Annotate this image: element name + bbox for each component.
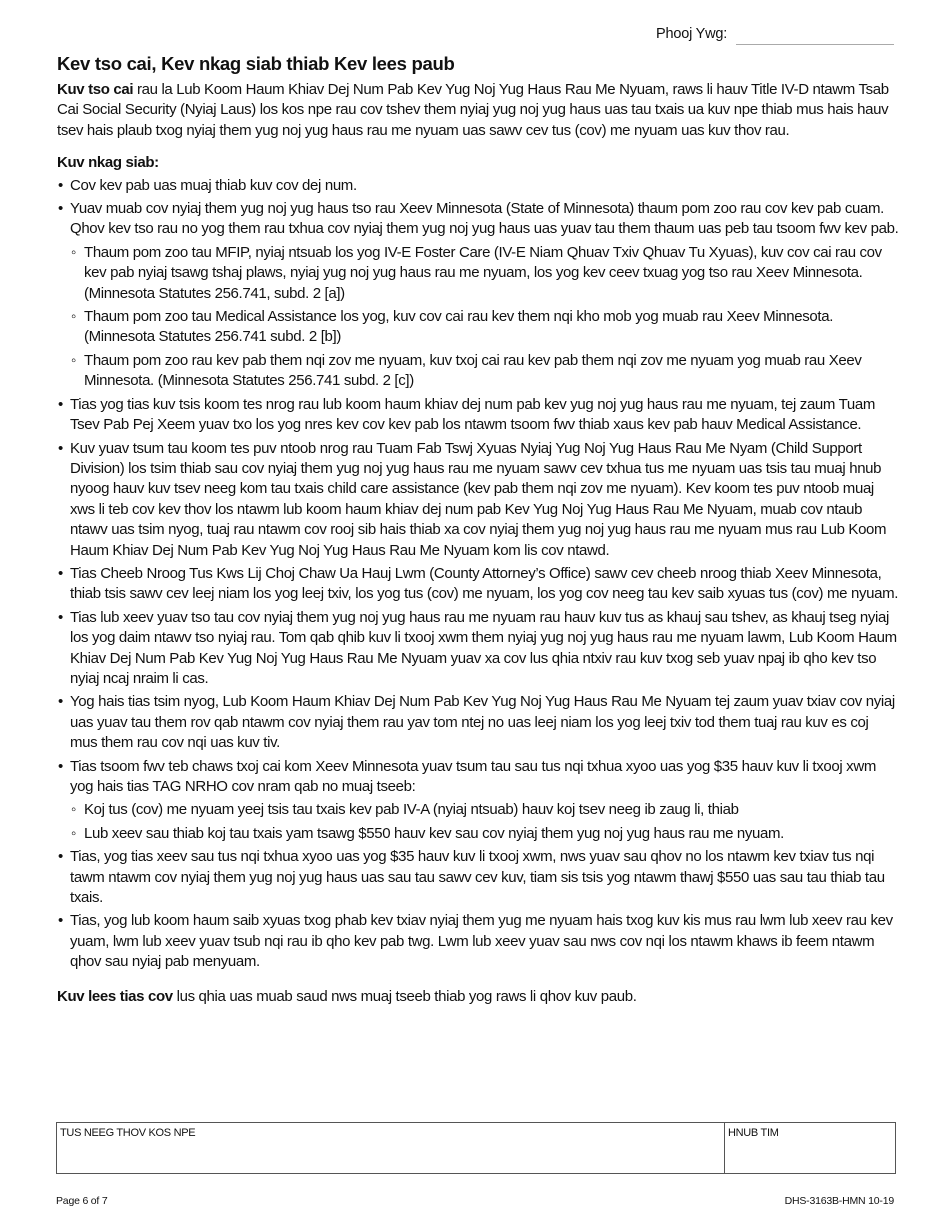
document-body <box>57 80 899 1007</box>
page-title: Kev tso cai, Kev nkag siab thiab Kev lees paub <box>57 53 455 74</box>
list-item: • Tias Cheeb Nroog Tus Kws Lij Choj Chaw Ua Hauj Lwm (County Attorney’s Office) sawv cev cheeb nroog thiab Xeev Minnesota, thiab tsis sawv cev leej niam los yog leej txiv, los yog tus (cov) me nyuam, los yog cov neeg tau kev saib xyuas tus (cov) me nyuam. <box>57 564 899 605</box>
list-item: • Yuav muab cov nyiaj them yug noj yug haus tso rau Xeev Minnesota (State of Minnesota) thaum pom zoo rau cov kev pab cuam. Qhov kev tso rau no yog them rau txhua cov nyiaj them yug noj yug haus uas yuav tau them thaum uas peb tau tsoom fwv kev pab. <box>57 199 899 240</box>
list-item: • Tias yog tias kuv tsis koom tes nrog rau lub koom haum khiav dej num pab kev yug noj yug haus rau me nyuam, tej zaum Tuam Tsev Pab Pej Xeem yuav txo los yog nres kev cov kev pab los ntawm tsoom fwv thiab xaus kev pab hauv Medical Assistance. <box>57 395 899 436</box>
intro-bold: Kuv tso cai <box>57 81 134 98</box>
intro-text: rau la Lub Koom Haum Khiav Dej Num Pab Kev Yug Noj Yug Haus Rau Me Nyuam, raws li hauv Title IV-D ntawm Tsab Cai Social Security (Nyiaj Laus) los kos npe rau cov tshev them nyiaj yug noj yug haus uas tau txais ua kuv npe thiab mus hais hauv tsev hais plaub txog nyiaj them yug noj yug haus rau me nyuam uas sawv cev tus (cov) me nyuam uas kuv thov rau. <box>57 81 889 139</box>
applicant-signature-field[interactable] <box>57 1123 725 1173</box>
date-field[interactable] <box>725 1123 895 1173</box>
list-item: • Yog hais tias tsim nyog, Lub Koom Haum Khiav Dej Num Pab Kev Yug Noj Yug Haus Rau Me Nyuam tej zaum yuav txiav cov nyiaj uas yuav tau them rov qab ntawm cov nyiaj them rau yav tom ntej no uas leej niam los yog leej txiv tod them tuaj rau kuv es coj mus them rau cov nqi uas kuv tiv. <box>57 692 899 753</box>
sub-list-item: ◦ Koj tus (cov) me nyuam yeej tsis tau txais kev pab IV-A (nyiaj ntsuab) hauv koj tsev neeg ib zaug li, thiab <box>57 800 899 820</box>
page-number-field[interactable] <box>736 44 894 45</box>
sub-list-item: ◦ Thaum pom zoo tau MFIP, nyiaj ntsuab los yog IV-E Foster Care (IV-E Niam Qhuav Txiv Qhuav Tu Xyuas), kuv cov cai rau cov kev pab nyiaj tsawg tshaj plaws, nyiaj yug noj yug haus rau me nyuam, los yog kev ceev txuag yog tso rau Xeev Minnesota. (Minnesota Statutes 256.741, subd. 2 [a]) <box>57 243 899 304</box>
applicant-signature-label: TUS NEEG THOV KOS NPE <box>60 1127 196 1139</box>
list-item: • Kuv yuav tsum tau koom tes puv ntoob nrog rau Tuam Fab Tswj Xyuas Nyiaj Yug Noj Yug Haus Rau Me Nyam (Child Support Division) los tsim thiab sau cov nyiaj them yug noj yug haus rau me nyuam sawv cev txhua tus me nyuam uas tsis tau muaj hnub nyoog hauv kuv tsev neeg kom tau txais child care assistance (kev pab them nqi zov me nyuam). Kev koom tes puv ntoob muaj xws li teb cov kev thov los ntawm lub koom haum khiav dej num pab Kev Yug Noj Yug Haus Rau Me Nyuam, muab cov ntaub ntawv uas tsim nyog, tuaj rau ntawm cov rooj sib hais thiab xa cov nyiaj them yug noj yug haus rau me nyuam mus rau Lub Koom Haum Khiav Dej Num Pab Kev Yug Noj Yug Haus Rau Me Nyuam kom lis cov ntawd. <box>57 439 899 561</box>
list-item: • Tias, yog lub koom haum saib xyuas txog phab kev txiav nyiaj them yug me nyuam hais txog kuv kis mus rau lwm lub xeev rau kev yuam, lwm lub xeev yuav tsub nqi rau ib qho kev pab twg. Lwm lub xeev yuav sau nws cov nqi los ntawm khaws ib feem ntawm qhov sau nyiaj pab menyuam. <box>57 911 899 972</box>
page-indicator: Page 6 of 7 <box>56 1195 108 1207</box>
form-id: DHS-3163B-HMN 10-19 <box>784 1195 894 1207</box>
list-item: • Tias lub xeev yuav tso tau cov nyiaj them yug noj yug haus rau me nyuam rau hauv kuv tus as khauj sau tshev, as khauj tseg nyiaj los yog daim ntawv tso nyiaj rau. Tom qab qhib kuv li txooj xwm them nyiaj yug noj yug haus rau me nyuam lawm, Lub Koom Haum Khiav Dej Num Pab Kev Yug Noj Yug Haus Rau Me Nyuam yuav xa cov lus qhia ntxiv rau kuv txog seb yuav npaj ib qho kev tso nyiaj ncaj nraim li cas. <box>57 608 899 690</box>
understand-heading: Kuv nkag siab: <box>57 154 159 172</box>
date-label: HNUB TIM <box>728 1127 779 1139</box>
sub-list-item: ◦ Lub xeev sau thiab koj tau txais yam tsawg $550 hauv kev sau cov nyiaj them yug noj yug haus rau me nyuam. <box>57 824 899 844</box>
list-item: • Cov kev pab uas muaj thiab kuv cov dej num. <box>57 176 899 196</box>
certify-text: lus qhia uas muab saud nws muaj tseeb thiab yog raws li qhov kuv paub. <box>172 987 637 1005</box>
certify-paragraph <box>57 987 899 1007</box>
signature-table <box>56 1122 896 1174</box>
understand-list <box>57 176 899 973</box>
list-item: • Tias, yog tias xeev sau tus nqi txhua xyoo uas yog $35 hauv kuv li txooj xwm, nws yuav sau qhov no los ntawm kev txiav tus nqi tawm ntawm cov nyiaj them yug noj yug haus uas sau tau sawv cev kuv, tiam sis tsis yog ntawm thawj $550 uas sau tau thiab tau txais. <box>57 847 899 908</box>
intro-paragraph <box>57 80 899 141</box>
page-number-label: Phooj Ywg: <box>656 26 728 42</box>
sub-list-item: ◦ Thaum pom zoo rau kev pab them nqi zov me nyuam, kuv txoj cai rau kev pab them nqi zov me nyuam yog muab rau Xeev Minnesota. (Minnesota Statutes 256.741 subd. 2 [c]) <box>57 351 899 392</box>
sub-list-item: ◦ Thaum pom zoo tau Medical Assistance los yog, kuv cov cai rau kev them nqi kho mob yog muab rau Xeev Minnesota. (Minnesota Statutes 256.741 subd. 2 [b]) <box>57 307 899 348</box>
list-item: • Tias tsoom fwv teb chaws txoj cai kom Xeev Minnesota yuav tsum tau sau tus nqi txhua xyoo uas yog $35 hauv kuv li txooj xwm yog hais tias TAG NRHO cov nram qab no muaj tseeb: <box>57 757 899 798</box>
certify-bold: Kuv lees tias cov <box>57 987 173 1005</box>
